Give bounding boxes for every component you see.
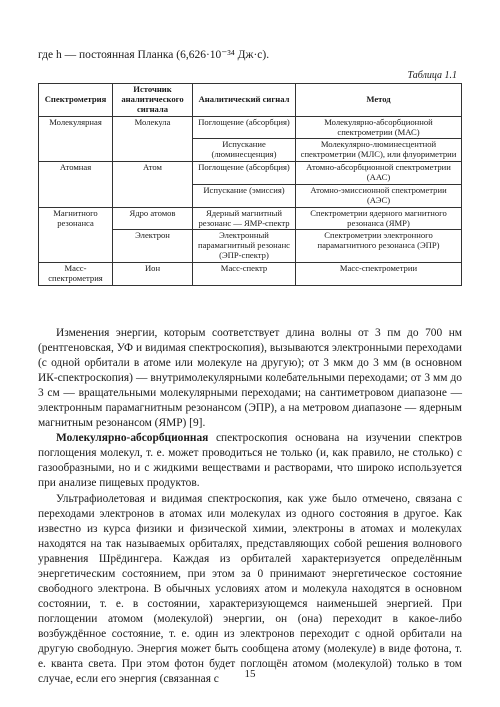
table-cell: Масс-спектрометрия bbox=[39, 263, 113, 286]
table-cell: Атомно-эмиссионной спектрометрии (АЭС) bbox=[296, 184, 462, 207]
paragraph-uv-visible: Ультрафиолетовая и видимая спектроскопия, как уже было отмечено, связана с переходами электронов в атомах или молекулах из одного состояния в другое. Как известно из курса физики и физической химии, электроны в атомах и молекулах находятся на так называемых орбиталях, представляющих собой решения волнового уравнения Шрёдингера. Каждая из орбиталей характеризуется определённым энергетическим состоянием, при этом за 0 принимают энергетическое состояние свободного электрона. В обычных условиях атом и молекула находятся в основном состоянии, т. е. в состоянии, характеризующемся наименьшей энергией. При поглощении атомом (молекулой) энергии, он (она) переходит в какое-либо возбуждённое состояние, т. е. один из электронов переходит с одной орбитали на другую свободную. Энергия может быть сообщена атому (молекуле) в виде фотона, т. е. кванта света. При этом фотон будет поглощён атомом (молекулой) только в том случае, если его энергия (связанная с bbox=[38, 492, 462, 686]
table-cell: Молекулярная bbox=[39, 116, 113, 162]
planck-constant-line: где h — постоянная Планка (6,626·10⁻³⁴ Дж·с). bbox=[38, 49, 270, 61]
table-cell: Спектрометрии электронного парамагнитного резонанса (ЭПР) bbox=[296, 230, 462, 263]
table-cell: Электронный парамагнитный резонанс (ЭПР-спектр) bbox=[193, 230, 296, 263]
header-cell: Спектрометрия bbox=[39, 84, 113, 117]
table-cell: Магнитного резонанса bbox=[39, 207, 113, 262]
page-number: 15 bbox=[244, 668, 256, 680]
table-cell: Атом bbox=[113, 162, 193, 208]
table-cell: Поглощение (абсорбция) bbox=[193, 162, 296, 185]
table-cell: Спектрометрии ядерного магнитного резонанса (ЯМР) bbox=[296, 207, 462, 230]
table-cell: Молекулярно-люминесцентной спектрометрии (МЛС), или флуориметрии bbox=[296, 139, 462, 162]
table-caption: Таблица 1.1 bbox=[407, 70, 457, 81]
table-cell: Электрон bbox=[113, 230, 193, 263]
table-row bbox=[39, 162, 462, 185]
table-cell: Масс-спектр bbox=[193, 263, 296, 286]
paragraph-text: спектроскопия основана на изучении спектров поглощения молекул, т. е. может проводиться не только (и, как правило, не столько) с газообразными, но и с жидкими веществами и растворами, что широко используется при анализе пищевых продуктов. bbox=[38, 432, 462, 490]
table-cell: Ядро атомов bbox=[113, 207, 193, 230]
paragraph-energy-ranges: Изменения энергии, которым соответствует длина волны от 3 пм до 700 нм (рентгеновская, УФ и видимая спектроскопия), вызываются электронными переходами (с одной орбитали в атоме или молекуле на другую); от 3 мкм до 3 мм (в основном ИК-спектроскопия) — внутримолекулярными колебательными переходами; от 3 мм до 3 см — вращательными молекулярными переходами; на сантиметровом диапазоне — электронным парамагнитным резонансом (ЭПР), а на метровом диапазоне — ядерным магнитным резонансом (ЯМР) [9]. bbox=[38, 327, 462, 430]
table-cell: Атомная bbox=[39, 162, 113, 208]
table-header-row bbox=[39, 84, 462, 117]
paragraph-molecular-absorption bbox=[38, 431, 462, 491]
table-cell: Испускание (люминесценция) bbox=[193, 139, 296, 162]
spectrometry-table bbox=[38, 83, 462, 286]
table-cell: Атомно-абсорбционной спектрометрии (ААС) bbox=[296, 162, 462, 185]
table-cell: Испускание (эмиссия) bbox=[193, 184, 296, 207]
table-row bbox=[39, 116, 462, 139]
table-row bbox=[39, 207, 462, 230]
table-cell: Молекула bbox=[113, 116, 193, 162]
header-cell: Аналитический сигнал bbox=[193, 84, 296, 117]
table-cell: Ядерный магнитный резонанс — ЯМР-спектр bbox=[193, 207, 296, 230]
table-cell: Молекулярно-абсорбционной спектрометрии (МАС) bbox=[296, 116, 462, 139]
bold-term: Молекулярно-абсорбционная bbox=[56, 432, 209, 445]
table-row bbox=[39, 263, 462, 286]
table-cell: Масс-спектрометрии bbox=[296, 263, 462, 286]
header-cell: Источник аналитического сигнала bbox=[113, 84, 193, 117]
body-text bbox=[38, 326, 462, 687]
table-cell: Поглощение (абсорбция) bbox=[193, 116, 296, 139]
table-cell: Ион bbox=[113, 263, 193, 286]
header-cell: Метод bbox=[296, 84, 462, 117]
